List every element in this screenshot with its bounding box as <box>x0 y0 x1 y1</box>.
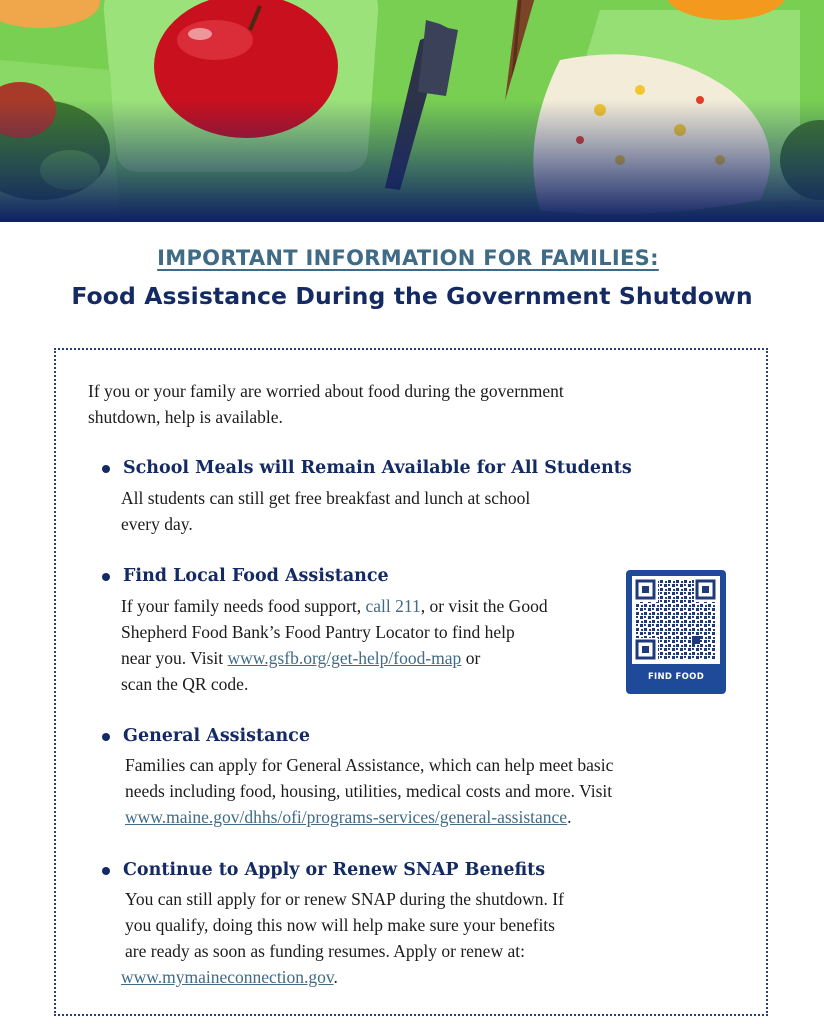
section-body <box>121 593 548 697</box>
bullet-icon <box>102 465 110 473</box>
section-title: Continue to Apply or Renew SNAP Benefits <box>123 860 546 880</box>
qr-label: FIND FOOD <box>647 672 705 682</box>
intro-line-2: shutdown, help is available. <box>88 407 283 427</box>
section-body <box>121 886 564 990</box>
body-line: every day. <box>121 514 193 534</box>
qr-code-icon <box>632 576 720 664</box>
body-text: , or visit the Good <box>420 596 548 616</box>
general-assistance-link[interactable]: www.maine.gov/dhhs/ofi/programs-services/general-assistance <box>125 807 568 827</box>
body-line <box>125 804 613 830</box>
body-text: near you. Visit <box>121 648 224 668</box>
bullet-icon <box>102 733 110 741</box>
gsfb-food-map-link[interactable]: www.gsfb.org/get-help/food-map <box>227 648 462 668</box>
body-line <box>121 964 564 990</box>
body-line: needs including food, housing, utilities, medical costs and more. Visit <box>125 781 613 801</box>
body-line: Families can apply for General Assistance, which can help meet basic <box>125 755 614 775</box>
page-title: Food Assistance During the Government Shutdown <box>71 282 753 310</box>
body-line: are ready as soon as funding resumes. Apply or renew at: <box>125 941 525 961</box>
bullet-icon <box>102 573 110 581</box>
body-text: . <box>567 807 572 827</box>
body-text: . <box>333 967 338 987</box>
body-line: scan the QR code. <box>121 674 249 694</box>
body-line <box>121 645 548 671</box>
section-body <box>125 752 613 830</box>
qr-code-card[interactable] <box>626 570 726 694</box>
bullet-icon <box>102 867 110 875</box>
section-body <box>121 485 530 537</box>
eyebrow-heading: IMPORTANT INFORMATION FOR FAMILIES: <box>157 246 659 270</box>
mymaineconnection-link[interactable]: www.mymaineconnection.gov <box>121 967 334 987</box>
body-text: If your family needs food support, <box>121 596 362 616</box>
body-text: or <box>465 648 481 668</box>
intro-paragraph <box>88 378 668 430</box>
body-line: you qualify, doing this now will help make sure your benefits <box>125 915 555 935</box>
call-211-link[interactable]: call 211 <box>365 596 421 616</box>
hero-image <box>0 0 824 222</box>
hero-gradient-overlay <box>0 0 824 222</box>
qr-code-image <box>632 576 720 664</box>
body-line: Shepherd Food Bank’s Food Pantry Locator to find help <box>121 622 515 642</box>
body-line <box>121 593 548 619</box>
body-line: You can still apply for or renew SNAP during the shutdown. If <box>125 889 564 909</box>
section-title: School Meals will Remain Available for All Students <box>123 458 632 478</box>
intro-line-1: If you or your family are worried about food during the government <box>88 381 564 401</box>
section-title: General Assistance <box>123 726 310 746</box>
body-line: All students can still get free breakfast and lunch at school <box>121 488 531 508</box>
section-title: Find Local Food Assistance <box>123 566 389 586</box>
